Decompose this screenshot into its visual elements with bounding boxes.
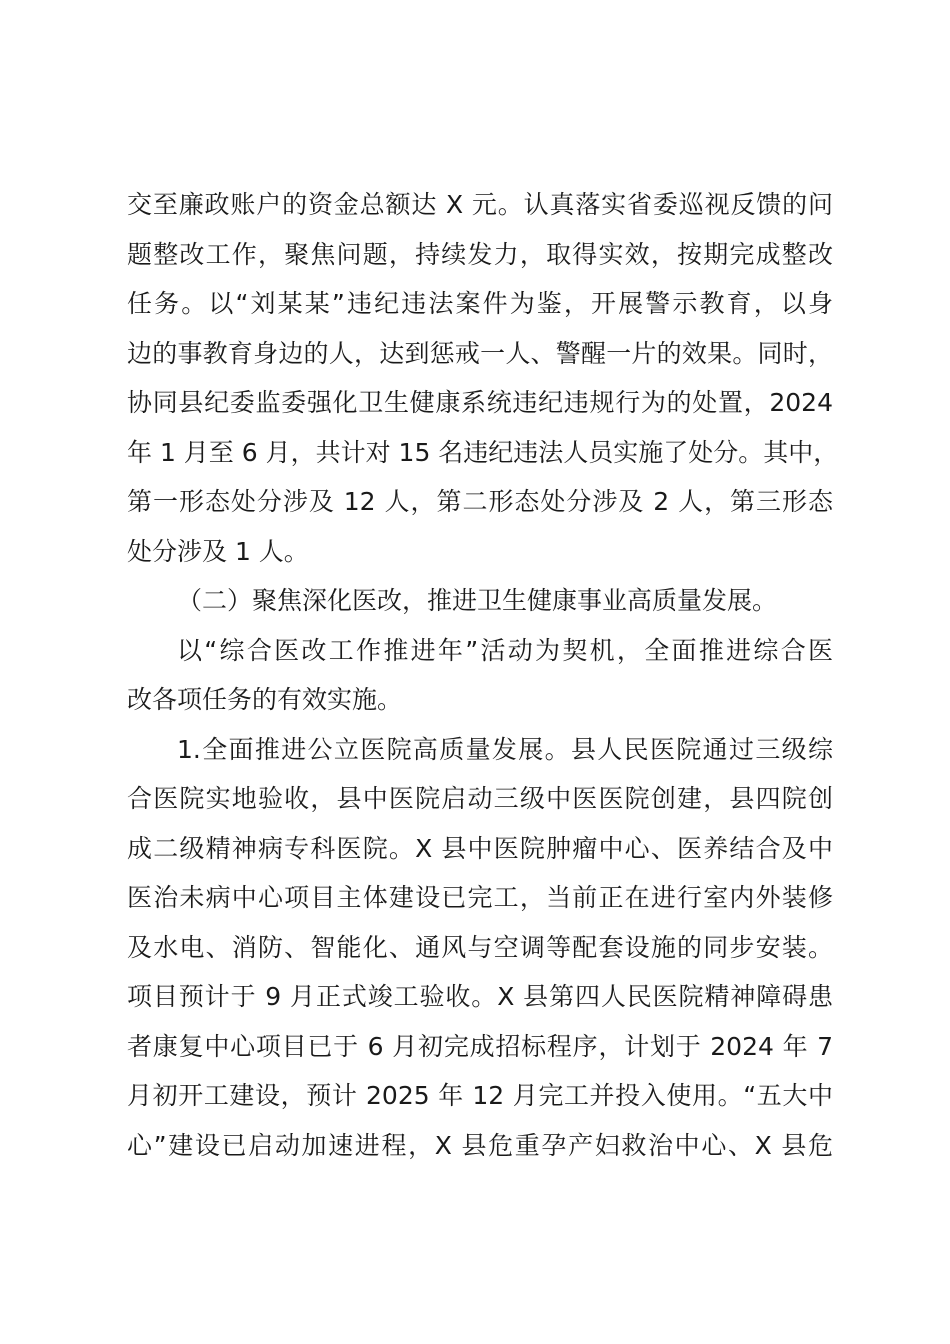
text-line: 成二级精神病专科医院。X 县中医院肿瘤中心、医养结合及中 bbox=[127, 833, 833, 863]
text-line: 题整改工作，聚焦问题，持续发力，取得实效，按期完成整改 bbox=[127, 239, 833, 269]
text-line: 项目预计于 9 月正式竣工验收。X 县第四人民医院精神障碍患 bbox=[127, 982, 833, 1011]
text-line: 任务。以“刘某某”违纪违法案件为鉴，开展警示教育，以身 bbox=[127, 289, 833, 318]
text-line: （二）聚焦深化医改，推进卫生健康事业高质量发展。 bbox=[177, 586, 778, 615]
text-line: 1.全面推进公立医院高质量发展。县人民医院通过三级综 bbox=[177, 734, 833, 764]
text-line: 边的事教育身边的人，达到惩戒一人、警醒一片的效果。同时， bbox=[127, 338, 833, 368]
text-line: 年 1 月至 6 月，共计对 15 名违纪违法人员实施了处分。其中， bbox=[127, 437, 839, 467]
text-line: 以“综合医改工作推进年”活动为契机，全面推进综合医 bbox=[177, 635, 833, 665]
text-line: 医治未病中心项目主体建设已完工，当前正在进行室内外装修 bbox=[127, 883, 833, 912]
text-line: 心”建设已启动加速进程，X 县危重孕产妇救治中心、X 县危 bbox=[127, 1130, 833, 1160]
text-line: 合医院实地验收，县中医院启动三级中医医院创建，县四院创 bbox=[127, 784, 833, 813]
text-line: 第一形态处分涉及 12 人，第二形态处分涉及 2 人，第三形态 bbox=[127, 487, 833, 516]
text-line: 及水电、消防、智能化、通风与空调等配套设施的同步安装。 bbox=[127, 932, 833, 962]
document-body bbox=[127, 180, 839, 1170]
text-line: 交至廉政账户的资金总额达 X 元。认真落实省委巡视反馈的问 bbox=[127, 190, 833, 219]
text-line: 者康复中心项目已于 6 月初完成招标程序，计划于 2024 年 7 bbox=[127, 1031, 833, 1061]
text-line: 协同县纪委监委强化卫生健康系统违纪违规行为的处置，2024 bbox=[127, 388, 833, 417]
text-line: 月初开工建设，预计 2025 年 12 月完工并投入使用。“五大中 bbox=[127, 1081, 833, 1110]
text-line: 处分涉及 1 人。 bbox=[127, 536, 309, 566]
text-line: 改各项任务的有效实施。 bbox=[127, 685, 403, 714]
